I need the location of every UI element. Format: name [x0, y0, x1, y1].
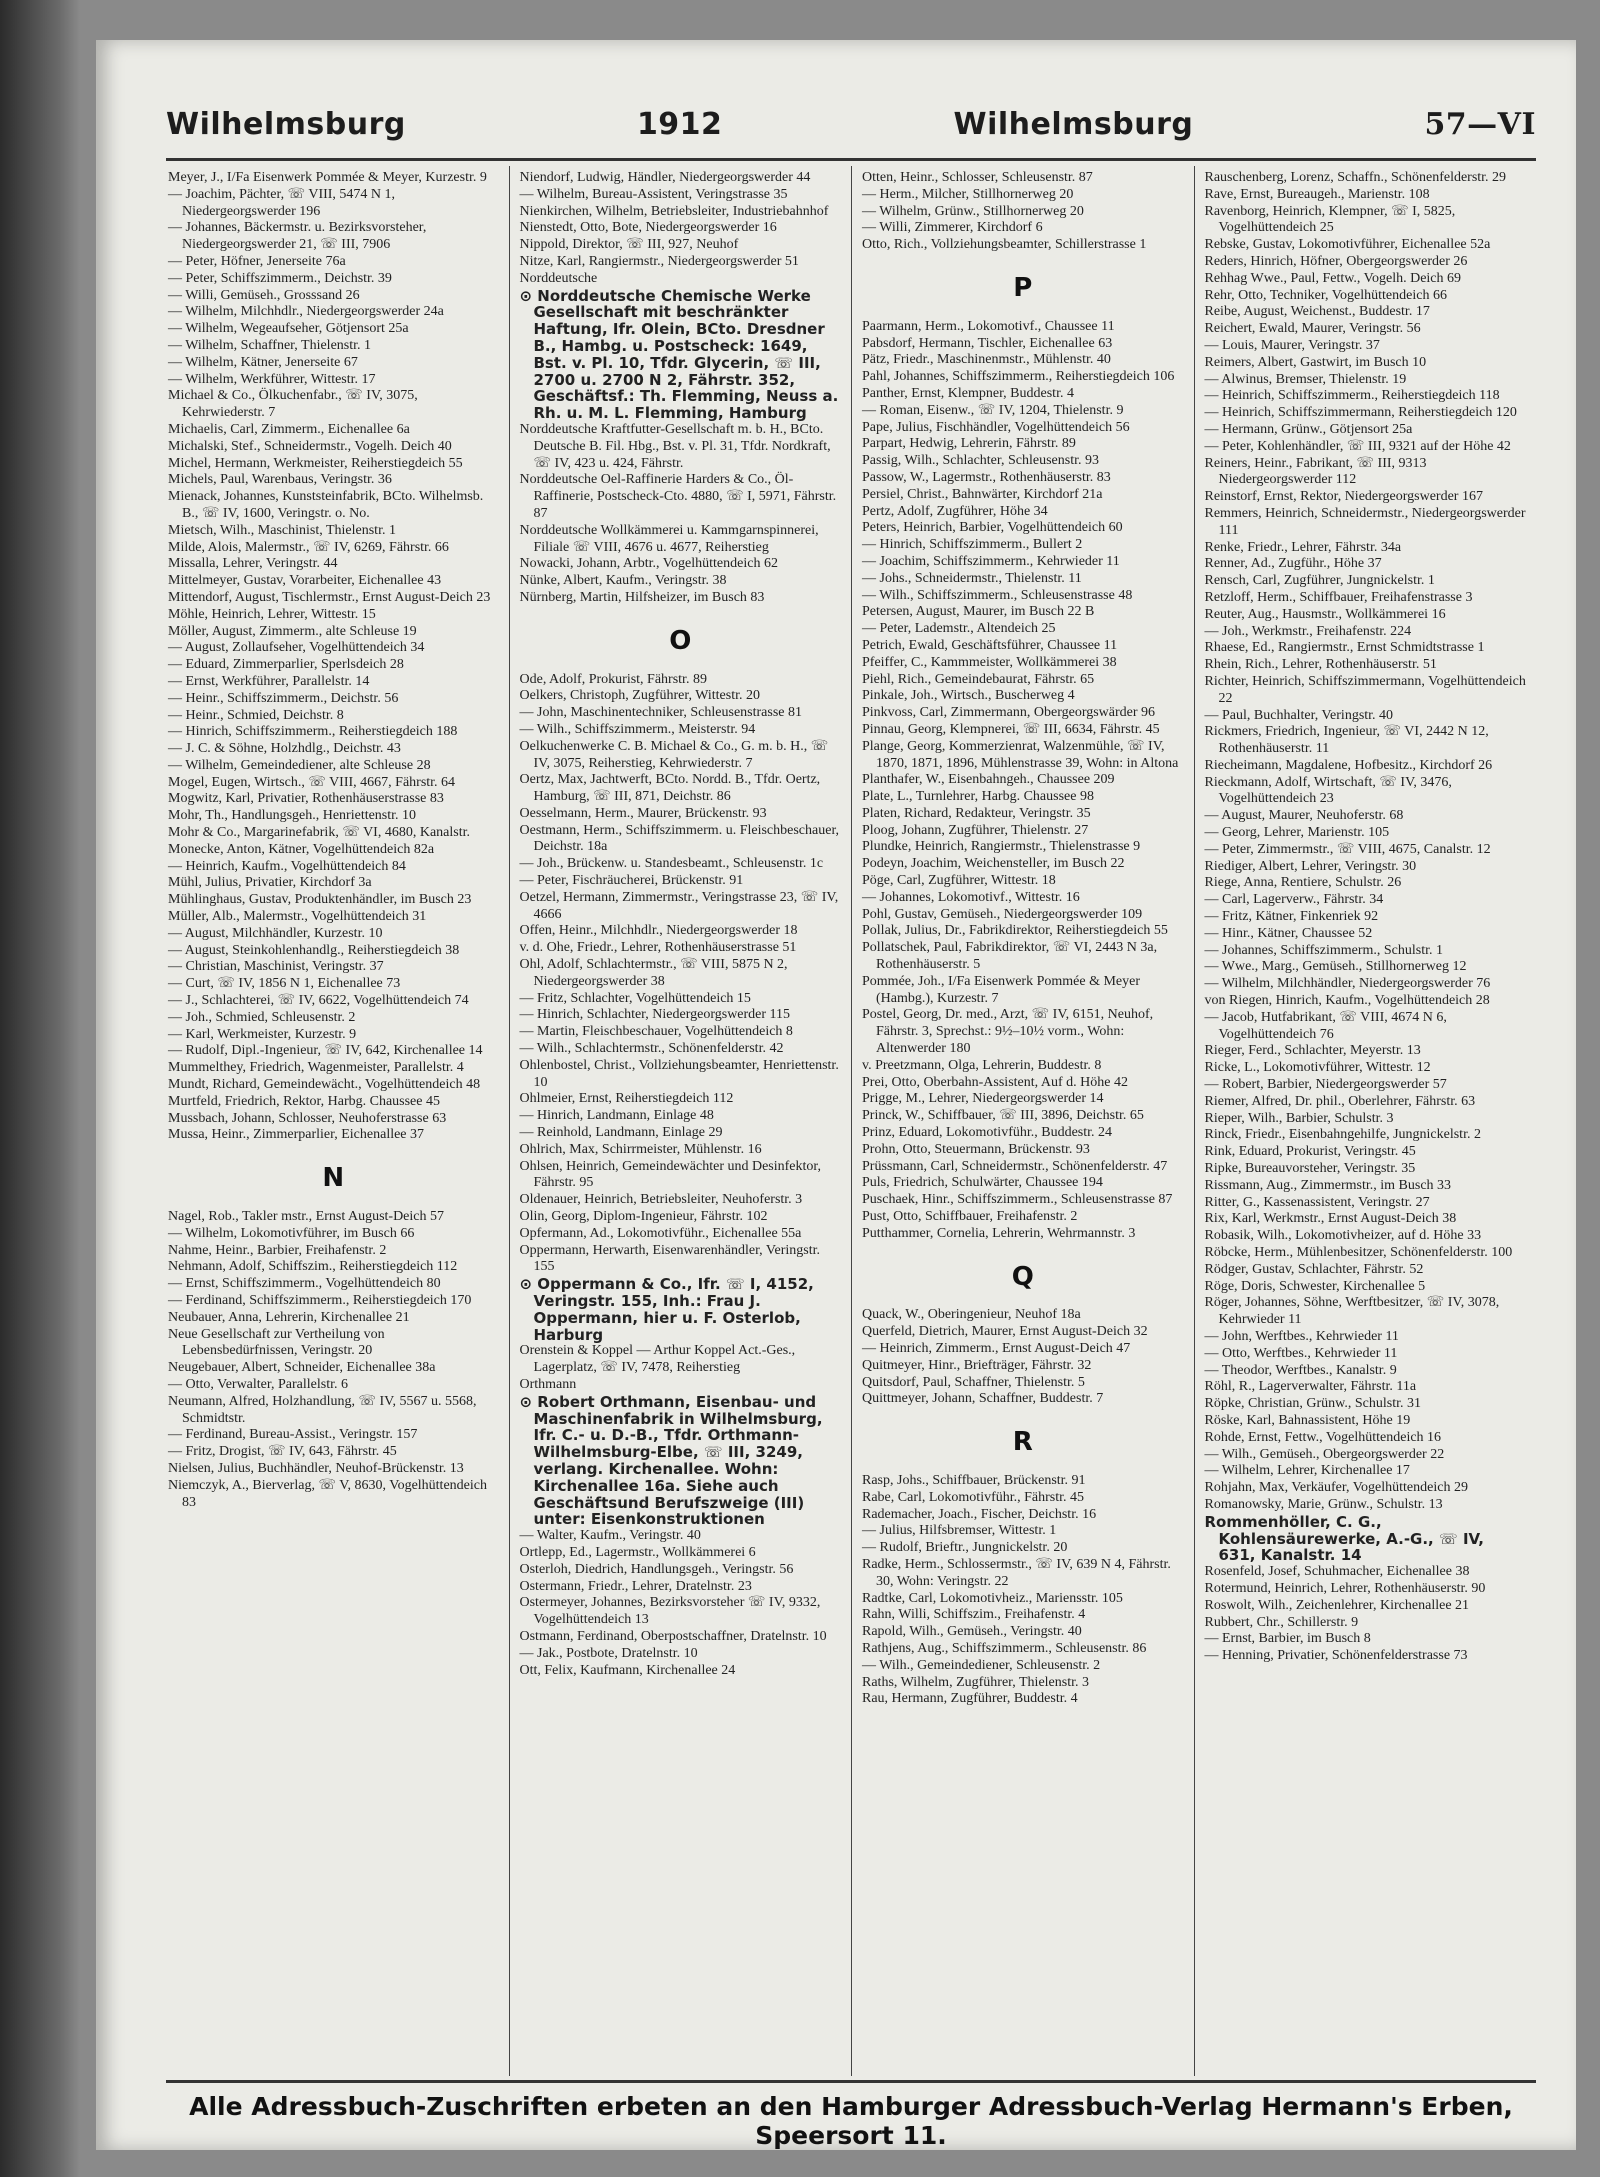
directory-entry: Rödger, Gustav, Schlachter, Fährstr. 52: [1204, 1261, 1424, 1277]
directory-entry: ⊙ Norddeutsche Chemische Werke Gesellschaft mit beschränkter Haftung, Ifr. Olein, BCto. Dresdner B., Hambg. u. Postscheck: 1649, Bst. v. Pl. 10, Tfdr. Glycerin, ☏ III, 2700 u. 2700 N 2, Fährstr. 352, Geschäftsf.: Th. Flemming, Neuss a. Rh. u. M. L. Flemming, Hamburg: [519, 286, 839, 423]
directory-entry: — Wilh., Schiffszimmerm., Schleusenstrasse 48: [862, 587, 1133, 603]
directory-entry: — Ernst, Schiffszimmerm., Vogelhüttendeich 80: [168, 1276, 441, 1292]
directory-entry: Murtfeld, Friedrich, Rektor, Harbg. Chaussee 45: [168, 1093, 440, 1109]
section-letter: R: [1012, 1427, 1033, 1458]
directory-entry: Pohl, Gustav, Gemüseh., Niedergeorgswerder 109: [862, 906, 1143, 922]
directory-entry: Pahl, Johannes, Schiffszimmerm., Reiherstiegdeich 106: [862, 369, 1175, 385]
directory-entry: Ritter, G., Kassenassistent, Veringstr. 27: [1204, 1194, 1430, 1210]
directory-entry: Remmers, Heinrich, Schneidermstr., Niedergeorgswerder 111: [1204, 505, 1526, 538]
directory-entry: Rehr, Otto, Techniker, Vogelhüttendeich 66: [1204, 287, 1447, 303]
directory-entry: — Heinr., Schiffszimmerm., Deichstr. 56: [168, 690, 399, 706]
directory-entry: Retzloff, Herm., Schiffbauer, Freihafenstrasse 3: [1204, 589, 1473, 605]
directory-entry: Rickmers, Friedrich, Ingenieur, ☏ VI, 2442 N 12, Rothenhäuserstr. 11: [1204, 724, 1489, 757]
directory-entry: Offen, Heinr., Milchhdlr., Niedergeorgswerder 18: [519, 923, 798, 939]
directory-entry: Neumann, Alfred, Holzhandlung, ☏ IV, 5567 u. 5568, Schmidtstr.: [168, 1393, 477, 1426]
directory-entry: Rhein, Rich., Lehrer, Rothenhäuserstr. 51: [1204, 657, 1437, 673]
directory-entry: — Julius, Hilfsbremser, Wittestr. 1: [862, 1523, 1057, 1539]
directory-entry: Nienstedt, Otto, Bote, Niedergeorgswerder 16: [519, 220, 777, 236]
directory-entry: Nitze, Karl, Rangiermstr., Niedergeorgswerder 51: [519, 253, 799, 269]
directory-entry: — Hinrich, Schlachter, Niedergeorgswerder 115: [519, 1007, 791, 1023]
directory-entry: Pinnau, Georg, Klempnerei, ☏ III, 6634, Fährstr. 45: [862, 721, 1160, 737]
directory-entry: Petersen, August, Maurer, im Busch 22 B: [862, 604, 1095, 620]
directory-entry: Rademacher, Joach., Fischer, Deichstr. 16: [862, 1506, 1097, 1522]
directory-entry: Platen, Richard, Redakteur, Veringstr. 35: [862, 805, 1091, 821]
section-letter: Q: [1011, 1261, 1034, 1292]
directory-entry: Prinz, Eduard, Lokomotivführ., Buddestr. 24: [862, 1125, 1113, 1141]
directory-entry: Riediger, Albert, Lehrer, Veringstr. 30: [1204, 858, 1417, 874]
directory-entry: — Wilhelm, Lehrer, Kirchenallee 17: [1204, 1463, 1410, 1479]
directory-entry: Oelkers, Christoph, Zugführer, Wittestr. 20: [519, 688, 760, 704]
directory-entry: Romanowsky, Marie, Grünw., Schulstr. 13: [1204, 1496, 1443, 1512]
directory-entry: — August, Maurer, Neuhoferstr. 68: [1204, 808, 1404, 824]
column-2: [509, 166, 852, 2076]
directory-entry: Rissmann, Aug., Zimmermstr., im Busch 33: [1204, 1177, 1452, 1193]
directory-entry: Rauschenberg, Lorenz, Schaffn., Schönenfelderstr. 29: [1204, 170, 1507, 185]
directory-entry: Mittendorf, August, Tischlermstr., Ernst August-Deich 23: [168, 589, 491, 605]
directory-entry: Plate, L., Turnlehrer, Harbg. Chaussee 98: [862, 789, 1094, 805]
directory-entry: — Hinrich, Landmann, Einlage 48: [519, 1108, 714, 1124]
directory-entry: Reimers, Albert, Gastwirt, im Busch 10: [1204, 354, 1427, 370]
directory-entry: Nienkirchen, Wilhelm, Betriebsleiter, Industriebahnhof: [519, 203, 829, 219]
directory-entry: Pinkale, Joh., Wirtsch., Buscherweg 4: [862, 688, 1075, 704]
directory-entry: — Joachim, Schiffszimmerm., Kehrwieder 11: [862, 553, 1120, 569]
directory-entry: — Ferdinand, Schiffszimmerm., Reiherstiegdeich 170: [168, 1293, 472, 1308]
directory-entry: Rhaese, Ed., Rangiermstr., Ernst Schmidtstrasse 1: [1204, 640, 1485, 656]
directory-entry: — Georg, Lehrer, Marienstr. 105: [1204, 825, 1390, 841]
directory-entry: Oertz, Max, Jachtwerft, BCto. Nordd. B., Tfdr. Oertz, Hamburg, ☏ III, 871, Deichstr. 86: [519, 772, 821, 805]
column-1: [166, 166, 509, 2076]
directory-entry: Ostmann, Ferdinand, Oberpostschaffner, Dratelnstr. 10: [519, 1628, 827, 1644]
directory-entry: Prüssmann, Carl, Schneidermstr., Schönenfelderstr. 47: [862, 1158, 1168, 1174]
directory-entry: Röger, Johannes, Söhne, Werftbesitzer, ☏ IV, 3078, Kehrwieder 11: [1204, 1295, 1500, 1328]
directory-entry: Ott, Felix, Kaufmann, Kirchenallee 24: [519, 1662, 736, 1678]
directory-entry: Nahme, Heinr., Barbier, Freihafenstr. 2: [168, 1242, 387, 1258]
directory-entry: — Karl, Werkmeister, Kurzestr. 9: [168, 1026, 357, 1042]
directory-entry: — Willi, Gemüseh., Grosssand 26: [168, 287, 360, 303]
directory-entry: Rehhag Wwe., Paul, Fettw., Vogelh. Deich 69: [1204, 270, 1462, 286]
directory-entry: Orthmann: [519, 1376, 577, 1392]
directory-entry: v. Preetzmann, Olga, Lehrerin, Buddestr. 8: [862, 1057, 1102, 1073]
directory-entry: Mogel, Eugen, Wirtsch., ☏ VIII, 4667, Fährstr. 64: [168, 774, 456, 790]
directory-entry: Robasik, Wilh., Lokomotivheizer, auf d. Höhe 33: [1204, 1228, 1482, 1244]
directory-entry: Röhl, R., Lagerverwalter, Fährstr. 11a: [1204, 1379, 1417, 1395]
directory-entry: — Joh., Schmied, Schleusenstr. 2: [168, 1009, 356, 1025]
directory-entry: — Hinrich, Schiffszimmerm., Reiherstiegdeich 188: [168, 724, 458, 740]
directory-entry: — Hinrich, Schiffszimmerm., Bullert 2: [862, 537, 1083, 553]
directory-entry: Nünke, Albert, Kaufm., Veringstr. 38: [519, 573, 727, 589]
directory-entry: Puschaek, Hinr., Schiffszimmerm., Schleusenstrasse 87: [862, 1192, 1173, 1208]
directory-entry: Prei, Otto, Oberbahn-Assistent, Auf d. Höhe 42: [862, 1074, 1128, 1090]
section-letter: O: [669, 625, 692, 656]
directory-entry: Piehl, Rich., Gemeindebaurat, Fährstr. 65: [862, 671, 1095, 687]
directory-entry: — Roman, Eisenw., ☏ IV, 1204, Thielenstr. 9: [862, 402, 1124, 418]
directory-entry: — Willi, Zimmerer, Kirchdorf 6: [862, 220, 1043, 236]
directory-entry: Plange, Georg, Kommerzienrat, Walzenmühle, ☏ IV, 1870, 1871, 1896, Mühlenstrasse 39, Wohn: in Altona: [862, 738, 1179, 771]
directory-entry: — Ferdinand, Bureau-Assist., Veringstr. 157: [168, 1427, 418, 1443]
directory-entry: — August, Steinkohlenhandlg., Reiherstiegdeich 38: [168, 942, 460, 958]
directory-entry: Mühlinghaus, Gustav, Produktenhändler, im Busch 23: [168, 892, 472, 908]
directory-entry: Ripke, Bureauvorsteher, Veringstr. 35: [1204, 1161, 1416, 1177]
directory-entry: Pätz, Friedr., Maschinenmstr., Mühlenstr. 40: [862, 352, 1111, 368]
directory-entry: Pinkvoss, Carl, Zimmermann, Obergeorgswärder 96: [862, 705, 1156, 721]
directory-entry: Reders, Hinrich, Höfner, Obergeorgswerder 26: [1204, 253, 1468, 269]
directory-entry: Quitmeyer, Hinr., Briefträger, Fährstr. 32: [862, 1357, 1092, 1373]
directory-entry: — Peter, Kohlenhändler, ☏ III, 9321 auf der Höhe 42: [1204, 438, 1511, 454]
directory-entry: — August, Zollaufseher, Vogelhüttendeich 34: [168, 640, 425, 656]
directory-entry: ⊙ Oppermann & Co., Ifr. ☏ I, 4152, Veringstr. 155, Inh.: Frau J. Oppermann, hier u. F. Osterlob, Harburg: [519, 1275, 814, 1344]
directory-entry: Rotermund, Heinrich, Lehrer, Rothenhäuserstr. 90: [1204, 1580, 1486, 1596]
directory-entry: — Ernst, Barbier, im Busch 8: [1204, 1631, 1371, 1647]
directory-entry: Planthafer, W., Eisenbahngeh., Chaussee 209: [862, 772, 1115, 788]
directory-entry: Rubbert, Chr., Schillerstr. 9: [1204, 1614, 1359, 1630]
directory-entry: — Heinrich, Zimmerm., Ernst August-Deich 47: [862, 1341, 1131, 1356]
directory-entry: Oestmann, Herm., Schiffszimmerm. u. Fleischbeschauer, Deichstr. 18a: [519, 822, 840, 855]
directory-entry: — Henning, Privatier, Schönenfelderstrasse 73: [1204, 1648, 1468, 1664]
directory-entry: — Peter, Fischräucherei, Brückenstr. 91: [519, 873, 744, 889]
directory-entry: Norddeutsche Oel-Raffinerie Harders & Co., Öl-Raffinerie, Postscheck-Cto. 4880, ☏ I, 5971, Fährstr. 87: [519, 472, 837, 521]
directory-entry: — John, Maschinentechniker, Schleusenstrasse 81: [519, 705, 802, 721]
directory-entry: Mussbach, Johann, Schlosser, Neuhoferstrasse 63: [168, 1110, 447, 1126]
directory-entry: Neue Gesellschaft zur Vertheilung von Lebensbedürfnissen, Veringstr. 20: [168, 1326, 385, 1359]
directory-entry: — Fritz, Schlachter, Vogelhüttendeich 15: [519, 990, 751, 1006]
directory-entry: Otten, Heinr., Schlosser, Schleusenstr. 87: [862, 170, 1093, 185]
section-letter: P: [1013, 272, 1033, 303]
directory-entry: Pollak, Julius, Dr., Fabrikdirektor, Reiherstiegdeich 55: [862, 923, 1168, 939]
directory-entry: Missalla, Lehrer, Veringstr. 44: [168, 556, 338, 572]
directory-entry: Monecke, Anton, Kätner, Vogelhüttendeich 82a: [168, 841, 435, 857]
directory-entry: Rapold, Wilh., Gemüseh., Veringstr. 40: [862, 1624, 1082, 1640]
directory-entry: — Heinr., Schmied, Deichstr. 8: [168, 707, 344, 723]
directory-entry: Rohjahn, Max, Verkäufer, Vogelhüttendeich 29: [1204, 1480, 1468, 1496]
directory-entry: Puls, Friedrich, Schulwärter, Chaussee 194: [862, 1175, 1103, 1191]
directory-entry: Ode, Adolf, Prokurist, Fährstr. 89: [519, 671, 707, 687]
directory-entry: Oesselmann, Herm., Maurer, Brückenstr. 93: [519, 805, 767, 821]
footer-notice: Alle Adressbuch-Zuschriften erbeten an den Hamburger Adressbuch-Verlag Hermann's Erben, Speersort 11.: [189, 2092, 1513, 2150]
directory-entry: Mienack, Johannes, Kunststeinfabrik, BCto. Wilhelmsb. B., ☏ IV, 1600, Veringstr. o. No.: [168, 489, 484, 521]
directory-entry: — Wwe., Marg., Gemüseh., Stillhornerweg 12: [1204, 959, 1467, 975]
directory-entry: Reinstorf, Ernst, Rektor, Niedergeorgswerder 167: [1204, 489, 1483, 505]
directory-entry: Renke, Friedr., Lehrer, Fährstr. 34a: [1204, 539, 1402, 555]
directory-entry: Passow, W., Lagermstr., Rothenhäuserstr. 83: [862, 469, 1111, 485]
page-header: [166, 100, 1536, 148]
directory-page: [96, 40, 1576, 2150]
directory-entry: Röbcke, Herm., Mühlenbesitzer, Schönenfelderstr. 100: [1204, 1245, 1513, 1260]
directory-entry: — Johannes, Lokomotivf., Wittestr. 16: [862, 889, 1080, 905]
directory-entry: — J. C. & Söhne, Holzhdlg., Deichstr. 43: [168, 741, 401, 757]
directory-entry: Pommée, Joh., I/Fa Eisenwerk Pommée & Meyer (Hambg.), Kurzestr. 7: [862, 973, 1141, 1006]
directory-entry: Nehmann, Adolf, Schiffszim., Reiherstiegdeich 112: [168, 1259, 458, 1275]
directory-entry: — Peter, Höfner, Jenerseite 76a: [168, 253, 346, 269]
directory-entry: Ricke, L., Lokomotivführer, Wittestr. 12: [1204, 1060, 1431, 1076]
directory-entry: — Wilhelm, Wegeaufseher, Götjensort 25a: [168, 321, 409, 337]
directory-entry: — Robert, Barbier, Niedergeorgswerder 57: [1204, 1077, 1447, 1093]
directory-entry: — Otto, Verwalter, Parallelstr. 6: [168, 1376, 348, 1392]
directory-entry: Rasp, Johs., Schiffbauer, Brückenstr. 91: [862, 1472, 1086, 1488]
section-letter: N: [322, 1163, 345, 1194]
directory-entry: Renner, Ad., Zugführ., Höhe 37: [1204, 556, 1382, 572]
directory-entry: — John, Werftbes., Kehrwieder 11: [1204, 1328, 1399, 1344]
directory-entry: — Christian, Maschinist, Veringstr. 37: [168, 959, 384, 975]
directory-entry: Mussa, Heinr., Zimmerparlier, Eichenallee 37: [168, 1127, 425, 1143]
directory-entry: — Wilhelm, Bureau-Assistent, Veringstrasse 35: [519, 186, 788, 202]
directory-entry: — Joachim, Pächter, ☏ VIII, 5474 N 1, Niedergeorgswerder 196: [168, 186, 396, 219]
directory-entry: Rinck, Friedr., Eisenbahngehilfe, Jungnickelstr. 2: [1204, 1127, 1481, 1143]
directory-entry: — Wilhelm, Grünw., Stillhornerweg 20: [862, 203, 1084, 219]
directory-entry: v. d. Ohe, Friedr., Lehrer, Rothenhäuserstrasse 51: [519, 940, 797, 956]
directory-entry: Postel, Georg, Dr. med., Arzt, ☏ IV, 6151, Neuhof, Fährstr. 3, Sprechst.: 9½–10½ vorm., Wohn: Altenwerder 180: [862, 1007, 1154, 1057]
directory-entry: Prohn, Otto, Steuermann, Brückenstr. 93: [862, 1141, 1090, 1157]
directory-entry: — Johs., Schneidermstr., Thielenstr. 11: [862, 570, 1082, 586]
directory-entry: Pape, Julius, Fischhändler, Vogelhüttendeich 56: [862, 419, 1130, 435]
directory-entry: Osterloh, Diedrich, Handlungsgeh., Veringstr. 56: [519, 1561, 794, 1577]
directory-entry: Michalski, Stef., Schneidermstr., Vogelh. Deich 40: [168, 438, 452, 454]
directory-entry: Ravenborg, Heinrich, Klempner, ☏ I, 5825, Vogelhüttendeich 25: [1204, 203, 1456, 236]
directory-entry: Möller, August, Zimmerm., alte Schleuse 19: [168, 623, 417, 639]
directory-entry: — Otto, Werftbes., Kehrwieder 11: [1204, 1345, 1398, 1361]
directory-entry: Nürnberg, Martin, Hilfsheizer, im Busch 83: [519, 589, 765, 605]
directory-entry: Mohr & Co., Margarinefabrik, ☏ VI, 4680, Kanalstr.: [168, 825, 470, 841]
directory-entry: Nagel, Rob., Takler mstr., Ernst August-Deich 57: [168, 1209, 445, 1225]
directory-entry: Neugebauer, Albert, Schneider, Eichenallee 38a: [168, 1360, 436, 1376]
directory-entry: Plundke, Heinrich, Rangiermstr., Thielenstrasse 9: [862, 839, 1141, 855]
directory-entry: Mogwitz, Karl, Privatier, Rothenhäuserstrasse 83: [168, 791, 444, 807]
directory-entry: — Hermann, Grünw., Götjensort 25a: [1204, 421, 1413, 437]
directory-columns: [166, 166, 1536, 2076]
directory-entry: Rabe, Carl, Lokomotivführ., Fährstr. 45: [862, 1489, 1085, 1505]
directory-entry: Quittmeyer, Johann, Schaffner, Buddestr. 7: [862, 1391, 1104, 1407]
directory-entry: Reibe, August, Weichenst., Buddestr. 17: [1204, 304, 1430, 320]
directory-entry: Quitsdorf, Paul, Schaffner, Thielenstr. 5: [862, 1374, 1085, 1390]
directory-entry: ⊙ Robert Orthmann, Eisenbau- und Maschinenfabrik in Wilhelmsburg, Ifr. C.- u. D.-B., Tfdr. Orthmann-Wilhelmsburg-Elbe, ☏ III, 3249, verlang. Kirchenallee. Wohn: Kirchenallee 16a. Siehe auch Geschäftsund Berufszweige (III) unter: Eisenkonstruktionen: [519, 1392, 823, 1529]
directory-entry: — Reinhold, Landmann, Einlage 29: [519, 1125, 723, 1141]
directory-entry: Roswolt, Wilh., Zeichenlehrer, Kirchenallee 21: [1204, 1597, 1470, 1613]
directory-entry: — Ernst, Werkführer, Parallelstr. 14: [168, 673, 370, 689]
directory-entry: Reichert, Ewald, Maurer, Veringstr. 56: [1204, 321, 1421, 337]
directory-entry: Paarmann, Herm., Lokomotivf., Chaussee 11: [862, 318, 1115, 334]
directory-entry: — Joh., Werkmstr., Freihafenstr. 224: [1204, 623, 1412, 639]
directory-entry: — Fritz, Kätner, Finkenriek 92: [1204, 909, 1379, 925]
directory-entry: Pabsdorf, Hermann, Tischler, Eichenallee 63: [862, 335, 1113, 351]
directory-entry: — Wilh., Gemüseh., Obergeorgswerder 22: [1204, 1446, 1445, 1462]
directory-entry: Ploog, Johann, Zugführer, Thielenstr. 27: [862, 822, 1089, 838]
page-number: 57—VI: [1424, 106, 1536, 142]
directory-entry: — Wilhelm, Milchhdlr., Niedergeorgswerder 24a: [168, 304, 444, 320]
directory-entry: — Heinrich, Schiffszimmerm., Reiherstiegdeich 118: [1204, 388, 1500, 404]
directory-entry: Oppermann, Herwarth, Eisenwarenhändler, Veringstr. 155: [519, 1242, 820, 1275]
directory-entry: Pertz, Adolf, Zugführer, Höhe 34: [862, 503, 1048, 519]
directory-entry: Riege, Anna, Rentiere, Schulstr. 26: [1204, 875, 1402, 891]
directory-entry: Podeyn, Joachim, Weichensteller, im Busch 22: [862, 856, 1125, 872]
directory-entry: Raths, Wilhelm, Zugführer, Thielenstr. 3: [862, 1674, 1089, 1690]
directory-entry: Putthammer, Cornelia, Lehrerin, Wehrmannstr. 3: [862, 1225, 1136, 1241]
directory-entry: Rau, Hermann, Zugführer, Buddestr. 4: [862, 1691, 1078, 1707]
footer-rule: [166, 2080, 1536, 2083]
directory-entry: Milde, Alois, Malermstr., ☏ IV, 6269, Fährstr. 66: [168, 539, 449, 555]
header-right-title: Wilhelmsburg: [953, 106, 1194, 142]
directory-entry: Röpke, Christian, Grünw., Schulstr. 31: [1204, 1396, 1421, 1412]
directory-entry: Ohlsen, Heinrich, Gemeindewächter und Desinfektor, Fährstr. 95: [519, 1158, 822, 1191]
directory-entry: — Jacob, Hutfabrikant, ☏ VIII, 4674 N 6, Vogelhüttendeich 76: [1204, 1009, 1447, 1042]
directory-entry: Opfermann, Ad., Lokomotivführ., Eichenallee 55a: [519, 1225, 802, 1241]
directory-entry: Mummelthey, Friedrich, Wagenmeister, Parallelstr. 4: [168, 1060, 464, 1076]
directory-entry: Peters, Heinrich, Barbier, Vogelhüttendeich 60: [862, 520, 1123, 536]
directory-entry: Pust, Otto, Schiffbauer, Freihafenstr. 2: [862, 1209, 1078, 1225]
directory-entry: Ohlenbostel, Christ., Vollziehungsbeamter, Henriettenstr. 10: [519, 1057, 839, 1090]
directory-entry: Norddeutsche Wollkämmerei u. Kammgarnspinnerei, Filiale ☏ VIII, 4676 u. 4677, Reiherstieg: [519, 522, 819, 555]
directory-entry: Rebske, Gustav, Lokomotivführer, Eichenallee 52a: [1204, 237, 1491, 253]
directory-entry: Nielsen, Julius, Buchhändler, Neuhof-Brückenstr. 13: [168, 1460, 464, 1476]
directory-entry: — Wilhelm, Gemeindediener, alte Schleuse 28: [168, 757, 431, 773]
directory-entry: Pollatschek, Paul, Fabrikdirektor, ☏ VI, 2443 N 3a, Rothenhäuserstr. 5: [862, 940, 1158, 973]
directory-entry: Panther, Ernst, Klempner, Buddestr. 4: [862, 385, 1074, 401]
directory-entry: — Johannes, Bäckermstr. u. Bezirksvorsteher, Niedergeorgswerder 21, ☏ III, 7906: [168, 220, 427, 253]
directory-entry: — Wilh., Gemeindediener, Schleusenstr. 2: [862, 1657, 1101, 1673]
directory-entry: Nowacki, Johann, Arbtr., Vogelhüttendeich 62: [519, 556, 778, 572]
directory-entry: Mietsch, Wilh., Maschinist, Thielenstr. 1: [168, 522, 396, 538]
directory-entry: — Louis, Maurer, Veringstr. 37: [1204, 337, 1380, 353]
directory-entry: Mittelmeyer, Gustav, Vorarbeiter, Eichenallee 43: [168, 573, 442, 589]
directory-entry: Riecheimann, Magdalene, Hofbesitz., Kirchdorf 26: [1204, 757, 1493, 773]
directory-entry: Rohde, Ernst, Fettw., Vogelhüttendeich 16: [1204, 1429, 1442, 1445]
directory-entry: — Rudolf, Dipl.-Ingenieur, ☏ IV, 642, Kirchenallee 14: [168, 1043, 483, 1059]
header-rule: [166, 158, 1536, 161]
directory-entry: Ohl, Adolf, Schlachtermstr., ☏ VIII, 5875 N 2, Niedergeorgswerder 38: [519, 957, 788, 989]
directory-entry: Reiners, Heinr., Fabrikant, ☏ III, 9313 Niedergeorgswerder 112: [1204, 455, 1427, 488]
directory-entry: Orenstein & Koppel — Arthur Koppel Act.-Ges., Lagerplatz, ☏ IV, 7478, Reiherstieg: [519, 1343, 796, 1376]
directory-entry: — Jak., Postbote, Dratelnstr. 10: [519, 1645, 698, 1661]
directory-entry: Mühl, Julius, Privatier, Kirchdorf 3a: [168, 875, 372, 891]
directory-entry: Prigge, M., Lehrer, Niedergeorgswerder 14: [862, 1091, 1104, 1107]
directory-entry: Neubauer, Anna, Lehrerin, Kirchenallee 21: [168, 1309, 410, 1325]
directory-entry: — Joh., Brückenw. u. Standesbeamt., Schleusenstr. 1c: [519, 856, 824, 872]
directory-entry: — J., Schlachterei, ☏ IV, 6622, Vogelhüttendeich 74: [168, 993, 469, 1009]
directory-entry: Riemer, Alfred, Dr. phil., Oberlehrer, Fährstr. 63: [1204, 1093, 1476, 1109]
directory-entry: Norddeutsche: [519, 270, 598, 286]
directory-entry: Röske, Karl, Bahnassistent, Höhe 19: [1204, 1412, 1411, 1428]
directory-entry: Niendorf, Ludwig, Händler, Niedergeorgswerder 44: [519, 170, 811, 185]
directory-entry: — Hinr., Kätner, Chaussee 52: [1204, 925, 1373, 941]
directory-entry: Ohlmeier, Ernst, Reiherstiegdeich 112: [519, 1091, 734, 1107]
directory-entry: Meyer, J., I/Fa Eisenwerk Pommée & Meyer, Kurzestr. 9: [168, 170, 487, 185]
directory-entry: — Wilh., Schiffszimmerm., Meisterstr. 94: [519, 721, 756, 737]
directory-entry: Rommenhöller, C. G., Kohlensäurewerke, A.-G., ☏ IV, 631, Kanalstr. 14: [1204, 1512, 1484, 1565]
directory-entry: Niemczyk, A., Bierverlag, ☏ V, 8630, Vogelhüttendeich 83: [168, 1477, 487, 1510]
directory-entry: — Wilhelm, Lokomotivführer, im Busch 66: [168, 1225, 415, 1241]
directory-entry: Möhle, Heinrich, Lehrer, Wittestr. 15: [168, 606, 376, 622]
directory-entry: Rieckmann, Adolf, Wirtschaft, ☏ IV, 3476, Vogelhüttendeich 23: [1204, 774, 1452, 807]
directory-entry: Michael & Co., Ölkuchenfabr., ☏ IV, 3075, Kehrwiederstr. 7: [168, 388, 418, 421]
directory-entry: Reuter, Aug., Hausmstr., Wollkämmerei 16: [1204, 606, 1446, 622]
directory-entry: — Fritz, Drogist, ☏ IV, 643, Fährstr. 45: [168, 1444, 397, 1460]
directory-entry: — Wilhelm, Milchhändler, Niedergeorgswerder 76: [1204, 976, 1491, 992]
directory-entry: — Heinrich, Kaufm., Vogelhüttendeich 84: [168, 858, 406, 874]
directory-entry: Müller, Alb., Malermstr., Vogelhüttendeich 31: [168, 909, 427, 925]
directory-entry: Otto, Rich., Vollziehungsbeamter, Schillerstrasse 1: [862, 237, 1147, 253]
directory-entry: — Rudolf, Brieftr., Jungnickelstr. 20: [862, 1540, 1068, 1556]
directory-entry: Rathjens, Aug., Schiffszimmerm., Schleusenstr. 86: [862, 1640, 1147, 1656]
column-3: [851, 166, 1194, 2076]
directory-entry: Michels, Paul, Warenbaus, Veringstr. 36: [168, 472, 392, 488]
directory-entry: Michaelis, Carl, Zimmerm., Eichenallee 6a: [168, 421, 410, 437]
directory-entry: — Martin, Fleischbeschauer, Vogelhüttendeich 8: [519, 1024, 793, 1040]
directory-entry: Pöge, Carl, Zugführer, Wittestr. 18: [862, 873, 1056, 889]
directory-entry: — Eduard, Zimmerparlier, Sperlsdeich 28: [168, 657, 404, 673]
directory-entry: — Carl, Lagerverw., Fährstr. 34: [1204, 892, 1384, 908]
directory-entry: Nippold, Direktor, ☏ III, 927, Neuhof: [519, 237, 739, 253]
directory-entry: Oelkuchenwerke C. B. Michael & Co., G. m. b. H., ☏ IV, 3075, Reiherstieg, Kehrwiederstr. 7: [519, 738, 829, 771]
directory-entry: — Peter, Lademstr., Altendeich 25: [862, 621, 1056, 637]
directory-entry: Röge, Doris, Schwester, Kirchenallee 5: [1204, 1278, 1426, 1294]
directory-entry: — Peter, Zimmermstr., ☏ VIII, 4675, Canalstr. 12: [1204, 841, 1491, 857]
directory-entry: Pfeiffer, C., Kammmeister, Wollkämmerei 38: [862, 654, 1117, 670]
directory-entry: Passig, Wilh., Schlachter, Schleusenstr. 93: [862, 453, 1099, 469]
directory-entry: Princk, W., Schiffbauer, ☏ III, 3896, Deichstr. 65: [862, 1108, 1144, 1124]
directory-entry: — Wilhelm, Kätner, Jenerseite 67: [168, 354, 358, 370]
directory-entry: — Alwinus, Bremser, Thielenstr. 19: [1204, 371, 1407, 387]
directory-entry: Radtke, Carl, Lokomotivheiz., Mariensstr. 105: [862, 1590, 1123, 1606]
directory-entry: Rieger, Ferd., Schlachter, Meyerstr. 13: [1204, 1043, 1421, 1059]
directory-entry: Ostermeyer, Johannes, Bezirksvorsteher ☏ IV, 9332, Vogelhüttendeich 13: [519, 1595, 821, 1628]
header-left-title: Wilhelmsburg: [166, 106, 406, 142]
directory-entry: — Heinrich, Schiffszimmermann, Reiherstiegdeich 120: [1204, 405, 1517, 421]
directory-entry: Mundt, Richard, Gemeindewächt., Vogelhüttendeich 48: [168, 1077, 481, 1093]
directory-entry: Norddeutsche Kraftfutter-Gesellschaft m. b. H., BCto. Deutsche B. Fil. Hbg., Bst. v. Pl. 31, Tfdr. Nordkraft, ☏ IV, 423 u. 424, Fährstr.: [519, 421, 831, 471]
directory-entry: Rave, Ernst, Bureaugeh., Marienstr. 108: [1204, 186, 1430, 202]
directory-entry: — Herm., Milcher, Stillhornerweg 20: [862, 186, 1074, 202]
directory-entry: — Wilh., Schlachtermstr., Schönenfelderstr. 42: [519, 1041, 784, 1057]
directory-entry: — Walter, Kaufm., Veringstr. 40: [519, 1528, 701, 1544]
directory-entry: Rahn, Willi, Schiffszim., Freihafenstr. 4: [862, 1607, 1086, 1623]
directory-entry: Rink, Eduard, Prokurist, Veringstr. 45: [1204, 1144, 1416, 1160]
directory-entry: Petrich, Ewald, Geschäftsführer, Chaussee 11: [862, 637, 1118, 653]
directory-entry: Richter, Heinrich, Schiffszimmermann, Vogelhüttendeich 22: [1204, 673, 1526, 706]
directory-entry: — August, Milchhändler, Kurzestr. 10: [168, 925, 383, 941]
directory-entry: — Curt, ☏ IV, 1856 N 1, Eichenallee 73: [168, 976, 401, 992]
directory-entry: Radke, Herm., Schlossermstr., ☏ IV, 639 N 4, Fährstr. 30, Wohn: Veringstr. 22: [862, 1556, 1171, 1589]
column-4: [1194, 166, 1537, 2076]
directory-entry: — Wilhelm, Schaffner, Thielenstr. 1: [168, 337, 372, 353]
directory-entry: — Peter, Schiffszimmerm., Deichstr. 39: [168, 270, 392, 286]
directory-entry: Mohr, Th., Handlungsgeh., Henriettenstr. 10: [168, 808, 417, 824]
directory-entry: Michel, Hermann, Werkmeister, Reiherstiegdeich 55: [168, 455, 463, 471]
directory-entry: — Theodor, Werftbes., Kanalstr. 9: [1204, 1362, 1397, 1378]
directory-entry: Olin, Georg, Diplom-Ingenieur, Fährstr. 102: [519, 1209, 768, 1225]
directory-entry: — Wilhelm, Werkführer, Wittestr. 17: [168, 371, 376, 387]
directory-entry: Ostermann, Friedr., Lehrer, Dratelnstr. 23: [519, 1578, 752, 1594]
directory-entry: Rieper, Wilh., Barbier, Schulstr. 3: [1204, 1110, 1394, 1126]
directory-entry: — Paul, Buchhalter, Veringstr. 40: [1204, 707, 1394, 723]
directory-entry: Ohlrich, Max, Schirrmeister, Mühlenstr. 16: [519, 1141, 762, 1157]
directory-entry: von Riegen, Hinrich, Kaufm., Vogelhüttendeich 28: [1204, 993, 1490, 1009]
directory-entry: Rix, Karl, Werkmstr., Ernst August-Deich 38: [1204, 1211, 1457, 1227]
directory-entry: Rosenfeld, Josef, Schuhmacher, Eichenallee 38: [1204, 1564, 1470, 1580]
directory-entry: Persiel, Christ., Bahnwärter, Kirchdorf 21a: [862, 486, 1103, 502]
directory-entry: Oldenauer, Heinrich, Betriebsleiter, Neuhoferstr. 3: [519, 1192, 803, 1208]
directory-entry: Parpart, Hedwig, Lehrerin, Fährstr. 89: [862, 436, 1076, 452]
directory-entry: Ortlepp, Ed., Lagermstr., Wollkämmerei 6: [519, 1544, 756, 1560]
directory-entry: Querfeld, Dietrich, Maurer, Ernst August-Deich 32: [862, 1324, 1148, 1340]
directory-entry: Oetzel, Hermann, Zimmermstr., Veringstrasse 23, ☏ IV, 4666: [519, 889, 839, 922]
directory-entry: — Johannes, Schiffszimmerm., Schulstr. 1: [1204, 942, 1443, 958]
directory-entry: Quack, W., Oberingenieur, Neuhof 18a: [862, 1307, 1081, 1323]
directory-entry: Rensch, Carl, Zugführer, Jungnickelstr. 1: [1204, 573, 1435, 589]
header-year: 1912: [636, 106, 723, 142]
